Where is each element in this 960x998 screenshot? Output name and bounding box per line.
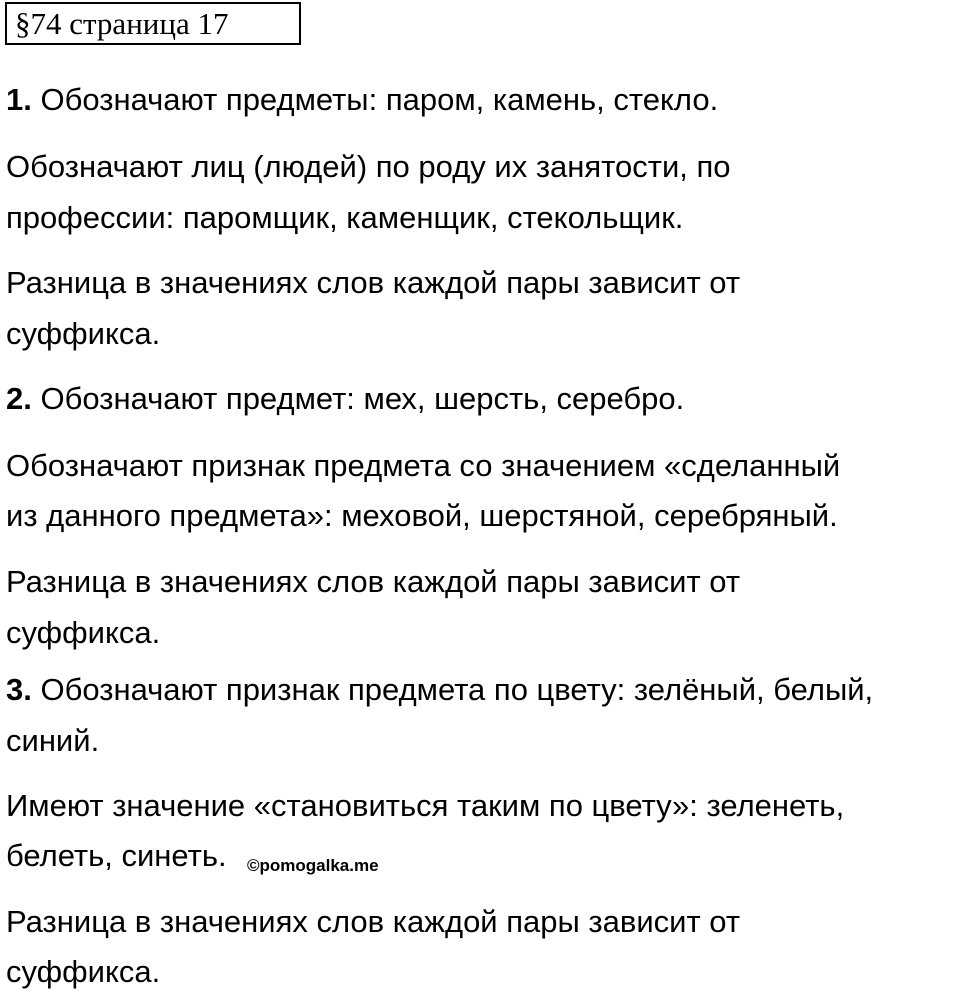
q1-line1 <box>6 74 956 126</box>
q1-paragraph2-line2: профессии: паромщик, каменщик, стекольщик. <box>6 200 684 235</box>
q2-line1 <box>6 373 956 425</box>
q2-paragraph2-line1: Обозначают признак предмета со значением «сделанный <box>6 448 841 483</box>
q2-paragraph3-line2: суффикса. <box>6 615 161 650</box>
q3-line1-text: Обозначают признак предмета по цвету: зелёный, белый, <box>40 672 874 707</box>
q1-line1-text: Обозначают предметы: паром, камень, стекло. <box>40 82 719 117</box>
q3-paragraph2-line1: Имеют значение «становиться таким по цвету»: зеленеть, <box>6 788 845 823</box>
q3-paragraph3-line2: суффикса. <box>6 954 161 989</box>
q2-number: 2. <box>6 381 32 416</box>
watermark: ©pomogalka.me <box>247 856 379 875</box>
section-page-title <box>5 2 301 45</box>
q1-paragraph3-line2: суффикса. <box>6 316 161 351</box>
q3-paragraph2-line2: белеть, синеть. <box>6 838 227 873</box>
q1-paragraph3-line1: Разница в значениях слов каждой пары зависит от <box>6 265 741 300</box>
q3-line2: синий. <box>6 723 100 758</box>
q2-paragraph2-line2: из данного предмета»: меховой, шерстяной, серебряный. <box>6 498 838 533</box>
q3-line1 <box>6 664 956 716</box>
q2-paragraph3-line1: Разница в значениях слов каждой пары зависит от <box>6 564 741 599</box>
q2-line1-text: Обозначают предмет: мех, шерсть, серебро. <box>40 381 685 416</box>
q1-number: 1. <box>6 82 32 117</box>
q3-paragraph3-line1: Разница в значениях слов каждой пары зависит от <box>6 904 741 939</box>
q1-paragraph2-line1: Обозначают лиц (людей) по роду их занятости, по <box>6 149 731 184</box>
section-page-title-text: §74 страница 17 <box>15 6 229 41</box>
q3-number: 3. <box>6 672 32 707</box>
